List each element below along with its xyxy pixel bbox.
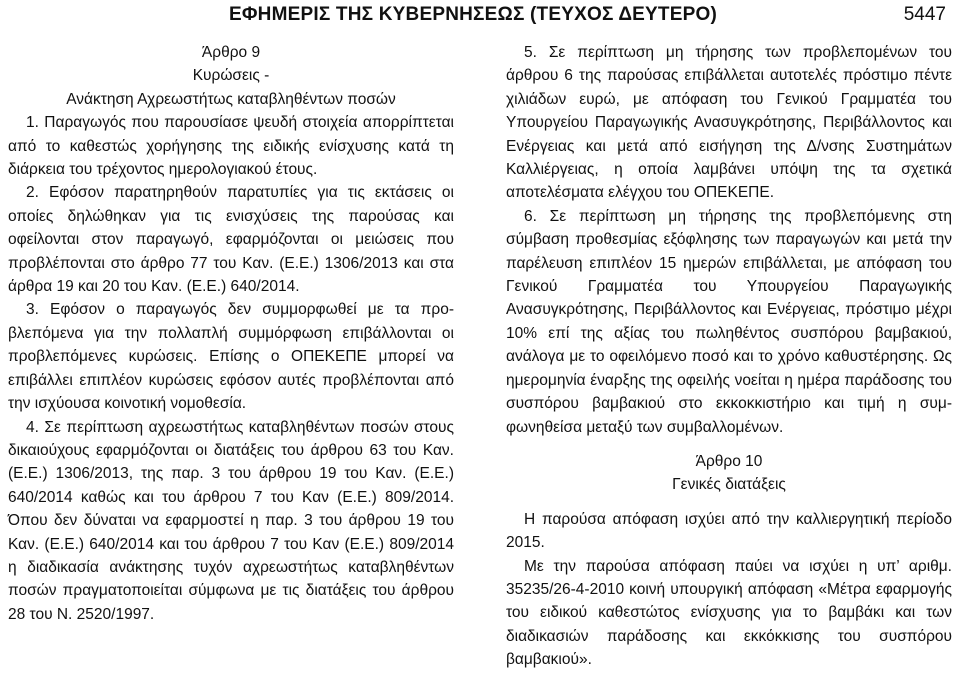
article-9-paragraph-1: 1. Παραγωγός που παρουσίασε ψευδή στοιχεία απορρίπτεται από το καθεστώς χορήγησης της ειδικής ενίσχυσης κατά τη διάρκεια του τρέχοντος ημερολογιακού έτους. <box>8 114 454 179</box>
article-9-title-line2: Ανάκτηση Αχρεωστήτως καταβληθέντων ποσών <box>66 90 396 108</box>
article-9-paragraph-5: 5. Σε περίπτωση μη τήρησης των προβλεπομένων του άρθρου 6 της παρούσας επιβάλλεται αυτοτελές πρόστιμο πέντε χιλιάδων ευρώ, με απόφαση του Γενικού Γραμματέα του Υπουργείου Παραγωγικής Ανασυγκρότησης, Περιβάλλοντος και Ενέργειας και μετά από εισήγηση της Δ/νσης Συστημάτων Καλλιέργειας, η οποία λαμβάνει υπόψη της τα σχετικά αποτελέσματα ελέγχου του ΟΠΕΚΕΠΕ. <box>506 44 952 202</box>
article-10-title: Γενικές διατάξεις <box>672 476 786 494</box>
page-number: 5447 <box>903 4 946 25</box>
section-spacer <box>506 439 952 450</box>
article-9-paragraph-4: 4. Σε περίπτωση αχρεωστήτως καταβληθέντων ποσών στους δικαιούχους εφαρμόζονται οι διατάξεις του άρθρου 63 του Καν. (Ε.Ε.) 1306/2013, της παρ. 3 του άρθρου 19 του Καν. (Ε.Ε.) 640/2014 καθώς και του άρθρου 7 του Καν (Ε.Ε.) 809/2014. Όπου δεν δύναται να εφαρμοστεί η παρ. 3 του άρθρου 19 του Καν. (Ε.Ε.) 640/2014 και του άρθρου 7 του Καν (Ε.Ε.) 809/2014 η διαδικασία ανάκτησης τυχόν αχρεωστήτως καταβληθέντων ποσών πραγματοποιείται σύμφωνα με τις διατάξεις του άρθρου 28 του Ν. 2520/1997. <box>8 418 454 623</box>
page-header <box>0 0 960 36</box>
article-9-paragraph-3: 3. Εφόσον ο παραγωγός δεν συμμορφωθεί με τα προβλεπόμενα για την πολλαπλή συμμόρφωση επιβάλλονται οι προβλεπόμενες κυρώσεις. Επίσης ο ΟΠΕΚΕΠΕ μπορεί να επιβάλλει επιπλέον κυρώσεις εφόσον αυτές προβλέπονται από την ισχύουσα κοινοτική νομοθεσία. <box>8 301 454 413</box>
section-spacer <box>506 497 952 508</box>
article-10-number: Άρθρο 10 <box>695 452 763 470</box>
article-10-paragraph-2: Με την παρούσα απόφαση παύει να ισχύει η υπ’ αριθμ. 35235/26-4-2010 κοινή υπουργική απόφαση «Μέτρα εφαρμογής του ειδικού καθεστώτος ενίσχυσης για το βαμβάκι και των διαδικασιών παράδοσης και εκκόκκισης του συσπόρου βαμβακιού». <box>506 557 952 669</box>
right-column <box>506 41 952 672</box>
article-9-paragraph-2: 2. Εφόσον παρατηρηθούν παρατυπίες για τις εκτάσεις οι οποίες δηλώθηκαν για τις ενισχύσεις της παρούσας και οφείλονται στον παραγωγό, εφαρμόζονται οι μειώσεις που προβλέπονται στο άρθρο 77 του Καν. (Ε.Ε.) 1306/2013 και στα άρθρα 19 και 20 του Καν. (Ε.Ε.) 640/2014. <box>8 184 454 296</box>
article-9-number: Άρθρο 9 <box>201 44 261 61</box>
left-column <box>8 41 454 626</box>
article-10-paragraph-1: Η παρούσα απόφαση ισχύει από την καλλιεργητική περίοδο 2015. <box>506 510 952 552</box>
gazette-title: ΕΦΗΜΕΡΙΣ ΤΗΣ ΚΥΒΕΡΝΗΣΕΩΣ (ΤΕΥΧΟΣ ΔΕΥΤΕΡΟ) <box>229 4 717 25</box>
article-9-title-line1: Κυρώσεις - <box>192 67 270 85</box>
article-9-paragraph-6: 6. Σε περίπτωση μη τήρησης της προβλεπόμενης στη σύμβαση προθεσμίας εξόφλησης των παραγωγών και μετά την παρέλευση επιπλέον 15 ημερών επιβάλλεται, με απόφαση του Γενικού Γραμματέα του Υπουργείου Παραγωγικής Ανασυγκρότησης, Περιβάλλοντος και Ενέργειας, πρόστιμο μέχρι 10% επί της αξίας του πωληθέντος συσπόρου βαμβακιού, ανάλογα με το οφειλόμενο ποσό και το χρόνο καθυστέρησης. Ως ημερομηνία έναρξης της οφειλής νοείται η ημέρα παράδοσης του συσπόρου βαμβακιού στο εκκοκκιστήριο και τιμή η συμφωνηθείσα μεταξύ των συμβαλλομένων. <box>506 207 952 436</box>
